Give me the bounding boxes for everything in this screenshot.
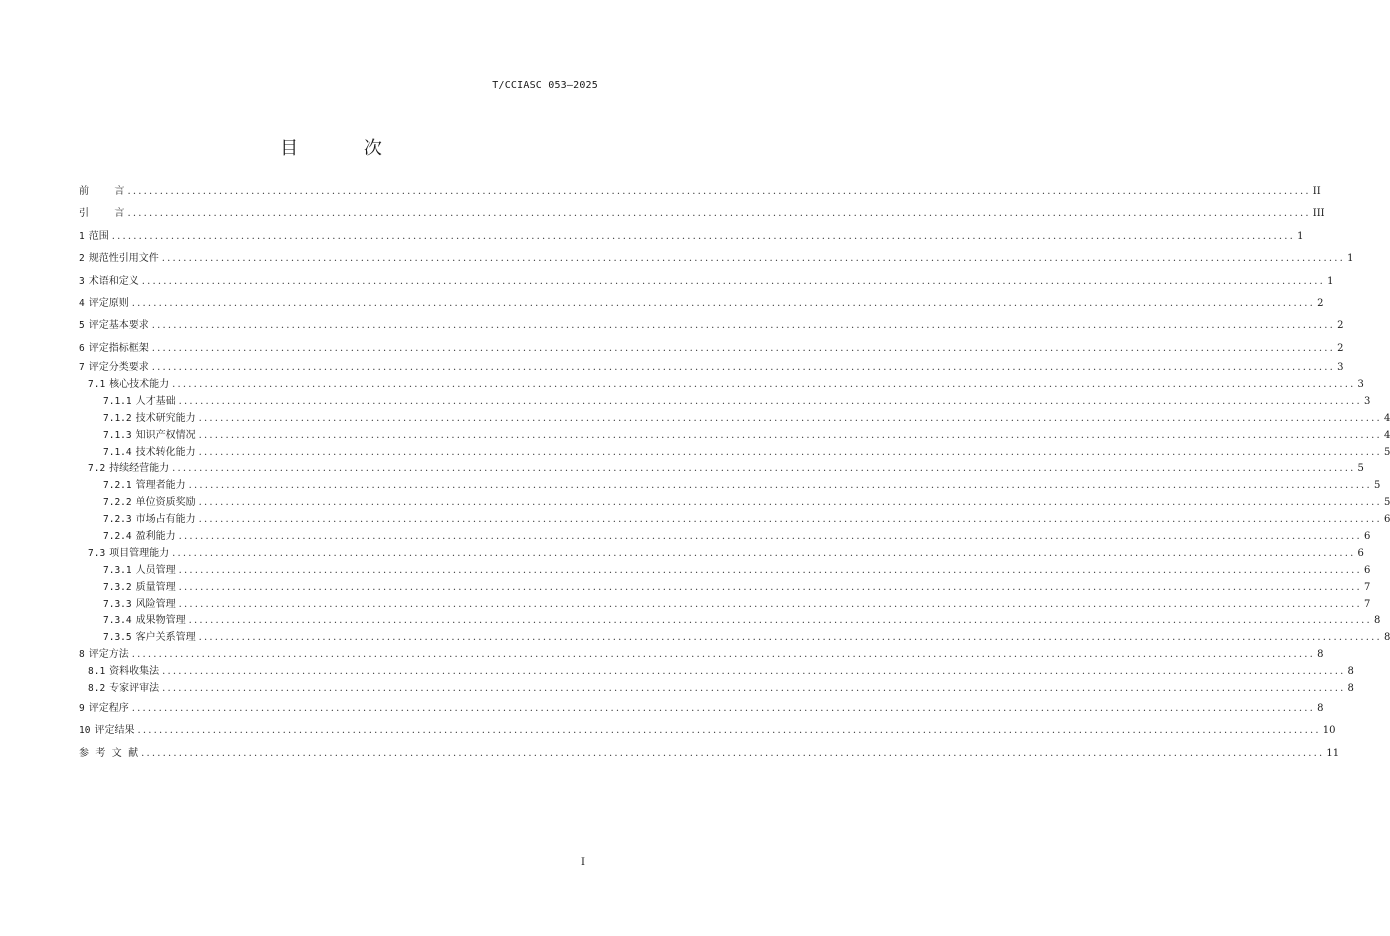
toc-entry-number: 7.3.2 <box>103 581 132 593</box>
toc-entry-number: 7.1.4 <box>103 446 132 458</box>
toc-entry-page: III <box>1312 208 1325 220</box>
toc-entry-label: 技术研究能力 <box>135 412 196 424</box>
toc-entry-page: 11 <box>1326 747 1340 759</box>
toc-entry-label: 前 言 <box>79 186 125 197</box>
toc-dot-leader: ............................................................................................................................................................................................................................ <box>188 480 1372 492</box>
toc-entry-number: 7.2.3 <box>103 514 132 526</box>
toc-entry[interactable] <box>79 546 1364 563</box>
toc-dot-leader: ............................................................................................................................................................................................................................ <box>178 564 1362 576</box>
toc-dot-leader: ............................................................................................................................................................................................................................ <box>127 186 1311 197</box>
toc-dot-leader: ............................................................................................................................................................................................................................ <box>141 747 1325 759</box>
toc-entry-label: 盈利能力 <box>135 531 176 543</box>
toc-dot-leader: ............................................................................................................................................................................................................................ <box>172 463 1356 475</box>
toc-entry-label: 评定程序 <box>88 702 129 714</box>
toc-entry[interactable] <box>79 529 1371 546</box>
toc-entry[interactable] <box>79 394 1371 411</box>
toc-dot-leader: ............................................................................................................................................................................................................................ <box>172 547 1356 559</box>
toc-entry-number: 7.1.1 <box>103 395 132 407</box>
toc-entry-number: 5 <box>79 320 85 332</box>
toc-entry-label: 人员管理 <box>135 564 176 576</box>
toc-entry[interactable] <box>79 377 1364 394</box>
toc-dot-leader: ............................................................................................................................................................................................................................ <box>151 362 1336 374</box>
toc-entry-page: 8 <box>1373 615 1381 627</box>
toc-dot-leader: ............................................................................................................................................................................................................................ <box>198 632 1382 644</box>
toc-entry-label: 评定分类要求 <box>88 362 149 374</box>
toc-entry-number: 4 <box>79 297 85 309</box>
toc-entry-label: 人才基础 <box>135 395 176 407</box>
toc-dot-leader: ............................................................................................................................................................................................................................ <box>198 446 1382 458</box>
toc-entry-page: 5 <box>1373 480 1381 492</box>
toc-entry[interactable] <box>79 512 1390 529</box>
toc-entry[interactable] <box>79 293 1324 315</box>
toc-entry-label: 专家评审法 <box>109 683 160 695</box>
toc-dot-leader: ............................................................................................................................................................................................................................ <box>131 649 1316 661</box>
toc-dot-leader: ............................................................................................................................................................................................................................ <box>151 320 1336 332</box>
toc-entry-page: 4 <box>1383 429 1390 441</box>
page-title: 目 次 <box>280 138 412 159</box>
toc-entry-number: 10 <box>79 725 91 737</box>
toc-entry[interactable] <box>79 681 1354 698</box>
toc-entry-label: 管理者能力 <box>135 480 186 492</box>
toc-dot-leader: ............................................................................................................................................................................................................................ <box>141 275 1326 287</box>
toc-dot-leader: ............................................................................................................................................................................................................................ <box>178 395 1362 407</box>
toc-entry-label: 知识产权情况 <box>135 429 196 441</box>
toc-entry[interactable] <box>79 226 1304 248</box>
toc-entry-page: 6 <box>1363 531 1371 543</box>
toc-entry-number: 3 <box>79 275 85 287</box>
toc-entry[interactable] <box>79 461 1364 478</box>
toc-entry-number: 7.2 <box>88 463 106 475</box>
toc-dot-leader: ............................................................................................................................................................................................................................ <box>198 514 1382 526</box>
toc-entry-page: 1 <box>1327 275 1334 287</box>
toc-entry-page: 8 <box>1317 702 1324 714</box>
toc-entry-number: 7.3.5 <box>103 632 132 644</box>
toc-entry-number: 1 <box>79 230 85 242</box>
toc-entry[interactable] <box>79 360 1344 377</box>
toc-entry-number: 8 <box>79 649 85 661</box>
toc-entry-page: 2 <box>1317 297 1324 309</box>
toc-dot-leader: ............................................................................................................................................................................................................................ <box>188 615 1372 627</box>
toc-dot-leader: ............................................................................................................................................................................................................................ <box>198 412 1382 424</box>
toc-entry-number: 7.1.3 <box>103 429 132 441</box>
toc-dot-leader: ............................................................................................................................................................................................................................ <box>178 598 1362 610</box>
toc-entry-label: 风险管理 <box>135 598 176 610</box>
toc-entry[interactable] <box>79 248 1354 270</box>
toc-entry[interactable] <box>79 428 1390 445</box>
toc-entry-label: 持续经营能力 <box>109 463 170 475</box>
toc-entry-label: 评定指标框架 <box>88 342 149 354</box>
toc-dot-leader: ............................................................................................................................................................................................................................ <box>172 379 1356 391</box>
toc-entry-number: 6 <box>79 342 85 354</box>
toc-entry-label: 评定结果 <box>94 725 135 737</box>
toc-entry[interactable] <box>79 445 1390 462</box>
toc-entry-label: 质量管理 <box>135 581 176 593</box>
toc-entry-page: 8 <box>1347 666 1354 678</box>
toc-entry-page: 1 <box>1347 253 1354 265</box>
toc-entry[interactable] <box>79 698 1324 720</box>
toc-dot-leader: ............................................................................................................................................................................................................................ <box>198 429 1382 441</box>
toc-entry-label: 评定方法 <box>88 649 129 661</box>
toc-entry-label: 引 言 <box>79 208 125 220</box>
toc-entry[interactable] <box>79 203 1325 225</box>
toc-entry-page: 5 <box>1357 463 1364 475</box>
toc-entry-page: 8 <box>1347 683 1354 695</box>
toc-entry-number: 7 <box>79 362 85 374</box>
toc-entry-page: II <box>1312 186 1321 197</box>
toc-entry-page: 5 <box>1383 497 1390 509</box>
toc-entry[interactable] <box>79 580 1371 597</box>
toc-entry-page: 3 <box>1363 395 1371 407</box>
toc-entry[interactable] <box>79 613 1381 630</box>
toc-entry-page: 6 <box>1363 564 1371 576</box>
toc-entry-number: 7.3.3 <box>103 598 132 610</box>
toc-entry[interactable] <box>79 597 1371 614</box>
toc-entry[interactable] <box>79 743 1340 765</box>
toc-entry-page: 4 <box>1383 412 1390 424</box>
toc-entry-number: 7.3 <box>88 547 106 559</box>
toc-entry[interactable] <box>79 563 1371 580</box>
toc-entry-label: 评定原则 <box>88 297 129 309</box>
toc-entry-page: 8 <box>1317 649 1324 661</box>
toc-entry-label: 技术转化能力 <box>135 446 196 458</box>
toc-dot-leader: ............................................................................................................................................................................................................................ <box>178 531 1362 543</box>
toc-dot-leader: ............................................................................................................................................................................................................................ <box>162 683 1346 695</box>
toc-entry-page: 2 <box>1337 342 1344 354</box>
toc-entry-number: 7.3.4 <box>103 615 132 627</box>
toc-dot-leader: ............................................................................................................................................................................................................................ <box>161 253 1346 265</box>
toc-entry-label: 客户关系管理 <box>135 632 196 644</box>
toc-entry-label: 术语和定义 <box>88 275 139 287</box>
toc-entry-label: 资料收集法 <box>109 666 160 678</box>
toc-entry-page: 3 <box>1337 362 1344 374</box>
toc-entry-page: 7 <box>1363 581 1371 593</box>
toc-dot-leader: ............................................................................................................................................................................................................................ <box>178 581 1362 593</box>
toc-entry[interactable] <box>79 315 1344 337</box>
toc-entry-number: 7.1 <box>88 379 106 391</box>
toc-entry-page: 7 <box>1363 598 1371 610</box>
toc-entry[interactable] <box>79 271 1334 293</box>
document-code: T/CCIASC 053—2025 <box>492 80 598 91</box>
table-of-contents <box>79 181 1390 765</box>
toc-entry[interactable] <box>79 495 1390 512</box>
toc-entry-label: 市场占有能力 <box>135 514 196 526</box>
toc-entry-label: 单位资质奖励 <box>135 497 196 509</box>
toc-entry-page: 6 <box>1383 514 1390 526</box>
toc-entry-label: 成果物管理 <box>135 615 186 627</box>
toc-dot-leader: ............................................................................................................................................................................................................................ <box>111 230 1296 242</box>
toc-entry-number: 7.1.2 <box>103 412 132 424</box>
toc-dot-leader: ............................................................................................................................................................................................................................ <box>137 725 1321 737</box>
toc-entry-number: 8.1 <box>88 666 106 678</box>
toc-entry[interactable] <box>79 338 1344 360</box>
toc-dot-leader: ............................................................................................................................................................................................................................ <box>198 497 1382 509</box>
toc-entry-label: 参 考 文 献 <box>79 747 139 759</box>
toc-dot-leader: ............................................................................................................................................................................................................................ <box>162 666 1346 678</box>
toc-entry-page: 6 <box>1357 547 1364 559</box>
toc-entry-label: 评定基本要求 <box>88 320 149 332</box>
toc-entry[interactable] <box>79 181 1321 203</box>
toc-entry[interactable] <box>79 720 1336 742</box>
toc-entry-number: 7.2.2 <box>103 497 132 509</box>
toc-entry-label: 范围 <box>88 230 109 242</box>
toc-entry-page: 2 <box>1337 320 1344 332</box>
page-number: I <box>581 857 585 868</box>
toc-dot-leader: ............................................................................................................................................................................................................................ <box>131 702 1316 714</box>
toc-entry-number: 8.2 <box>88 683 106 695</box>
toc-entry-number: 7.2.4 <box>103 531 132 543</box>
toc-entry[interactable] <box>79 478 1381 495</box>
toc-entry-label: 规范性引用文件 <box>88 253 159 265</box>
toc-entry-page: 10 <box>1322 725 1336 737</box>
toc-entry[interactable] <box>79 647 1324 664</box>
toc-entry-number: 2 <box>79 253 85 265</box>
toc-entry-label: 项目管理能力 <box>109 547 170 559</box>
toc-dot-leader: ............................................................................................................................................................................................................................ <box>131 297 1316 309</box>
toc-entry-number: 7.3.1 <box>103 564 132 576</box>
toc-entry-page: 5 <box>1383 446 1390 458</box>
toc-entry-number: 9 <box>79 702 85 714</box>
toc-entry-number: 7.2.1 <box>103 480 132 492</box>
toc-dot-leader: ............................................................................................................................................................................................................................ <box>151 342 1336 354</box>
toc-entry-page: 3 <box>1357 379 1364 391</box>
toc-entry-page: 1 <box>1297 230 1304 242</box>
toc-entry[interactable] <box>79 664 1354 681</box>
toc-entry[interactable] <box>79 630 1390 647</box>
toc-entry-label: 核心技术能力 <box>109 379 170 391</box>
toc-dot-leader: ............................................................................................................................................................................................................................ <box>127 208 1311 220</box>
toc-entry[interactable] <box>79 411 1390 428</box>
toc-entry-page: 8 <box>1383 632 1390 644</box>
